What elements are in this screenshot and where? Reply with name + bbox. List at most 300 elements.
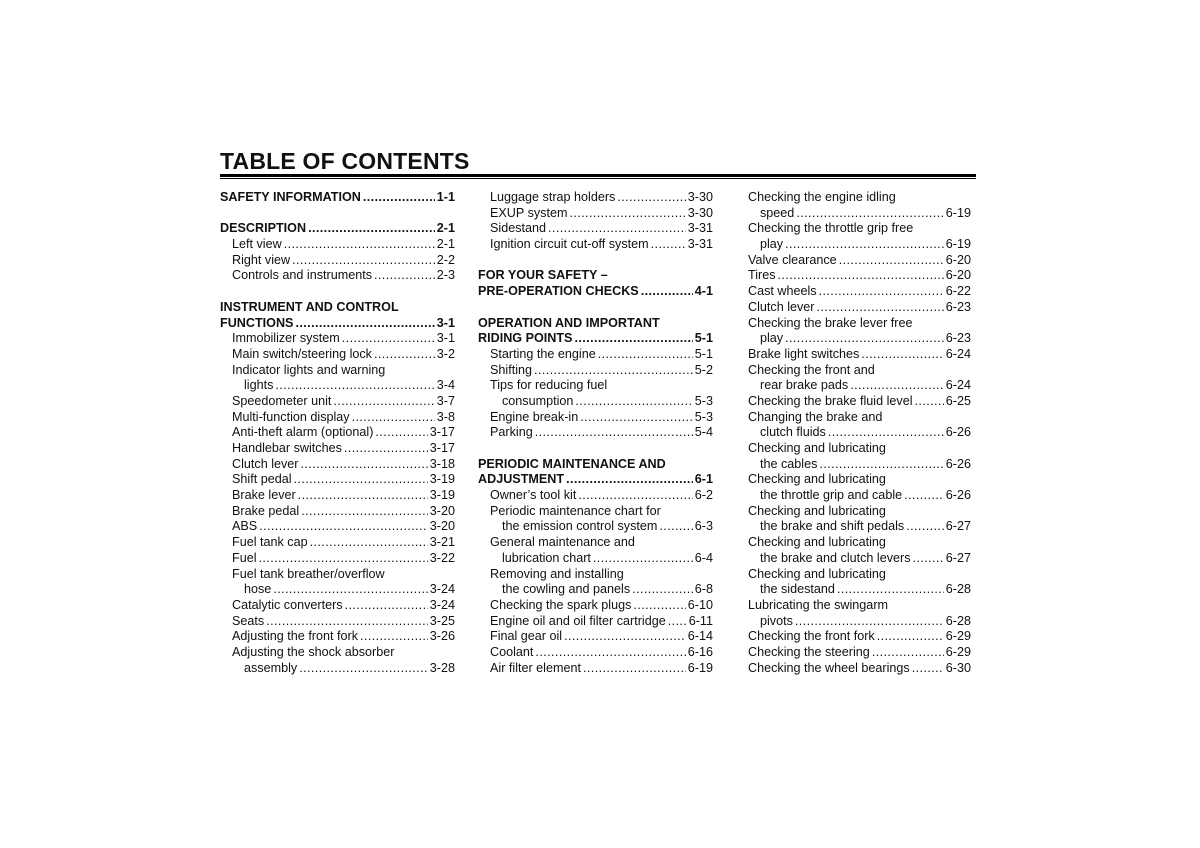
toc-entry-title: the brake and clutch levers	[760, 550, 911, 565]
toc-entry[interactable]	[220, 441, 455, 457]
toc-page-number: 3-2	[436, 346, 455, 361]
toc-entry-title: pivots	[760, 613, 793, 628]
toc-entry	[478, 378, 713, 394]
toc-dot-leader	[633, 598, 685, 614]
toc-entry	[748, 316, 971, 332]
toc-entry-title: Ignition circuit cut-off system	[490, 237, 649, 252]
toc-section-heading	[220, 300, 455, 316]
toc-page-number: 6-4	[694, 550, 713, 565]
title-rule-thick	[220, 174, 976, 177]
toc-page-number: 3-7	[436, 393, 455, 408]
toc-dot-leader	[301, 504, 428, 520]
toc-entry[interactable]	[478, 519, 713, 535]
toc-entry	[220, 567, 455, 583]
toc-dot-leader	[641, 284, 693, 300]
toc-dot-leader	[310, 535, 428, 551]
toc-entry[interactable]	[748, 614, 971, 630]
toc-page-number: 3-19	[429, 488, 455, 503]
toc-entry[interactable]	[220, 268, 455, 284]
toc-dot-leader	[299, 661, 428, 677]
toc-dot-leader	[659, 519, 692, 535]
toc-page-number: 3-30	[687, 190, 713, 204]
toc-entry-title: the brake and shift pedals	[760, 519, 905, 534]
toc-entry[interactable]	[220, 237, 455, 253]
toc-page-number: 6-28	[945, 613, 971, 628]
toc-dot-leader	[904, 488, 944, 504]
toc-entry[interactable]	[220, 519, 455, 535]
toc-entry[interactable]	[748, 645, 971, 661]
toc-entry-title: Brake pedal	[232, 503, 300, 518]
toc-page-number: 3-25	[429, 613, 455, 628]
toc-page-number: 3-20	[429, 519, 455, 534]
toc-entry	[748, 441, 971, 457]
toc-entry-title: RIDING POINTS	[478, 331, 573, 346]
toc-entry[interactable]	[220, 504, 455, 520]
toc-entry[interactable]	[748, 331, 971, 347]
toc-dot-leader	[292, 253, 435, 269]
toc-dot-leader	[912, 661, 944, 677]
toc-entry-title: DESCRIPTION	[220, 221, 307, 236]
toc-entry-title: Seats	[232, 613, 265, 628]
toc-dot-leader	[785, 237, 944, 253]
toc-column-1	[220, 190, 455, 676]
toc-page-number: 6-19	[945, 237, 971, 252]
toc-page-number: 5-3	[694, 393, 713, 408]
toc-entry[interactable]	[478, 237, 713, 253]
toc-entry-title: lights	[244, 378, 274, 393]
toc-dot-leader	[535, 645, 685, 661]
toc-page-number: 3-17	[429, 425, 455, 440]
toc-entry-title: Periodic maintenance chart for	[490, 503, 661, 518]
toc-page-number: 6-27	[945, 519, 971, 534]
toc-entry-title: rear brake pads	[760, 378, 849, 393]
toc-entry[interactable]	[748, 457, 971, 473]
toc-entry[interactable]	[220, 394, 455, 410]
toc-entry-title: clutch fluids	[760, 425, 826, 440]
toc-entry-title: consumption	[502, 393, 574, 408]
toc-entry-title: Shifting	[490, 362, 533, 377]
toc-entry[interactable]	[478, 206, 713, 222]
toc-dot-leader	[906, 519, 944, 535]
toc-page-number: 6-19	[945, 205, 971, 220]
toc-entry-title: Fuel tank cap	[232, 535, 308, 550]
toc-entry	[748, 504, 971, 520]
toc-entry-title: Engine oil and oil filter cartridge	[490, 613, 666, 628]
toc-dot-leader	[915, 394, 944, 410]
toc-entry[interactable]	[220, 488, 455, 504]
toc-entry[interactable]	[478, 582, 713, 598]
toc-page-number: 6-30	[945, 660, 971, 675]
toc-entry[interactable]	[478, 425, 713, 441]
toc-entry-title: Coolant	[490, 644, 534, 659]
toc-entry-title: Checking the steering	[748, 644, 870, 659]
toc-entry[interactable]	[478, 645, 713, 661]
toc-entry-title: FOR YOUR SAFETY –	[478, 268, 608, 283]
toc-spacer	[220, 206, 455, 222]
toc-entry[interactable]	[748, 284, 971, 300]
toc-entry-title: Brake light switches	[748, 346, 860, 361]
toc-dot-leader	[580, 410, 693, 426]
toc-page-number: 6-1	[694, 472, 713, 487]
toc-entry-title: FUNCTIONS	[220, 315, 294, 330]
toc-entry-title: the sidestand	[760, 582, 835, 597]
toc-dot-leader	[535, 425, 693, 441]
toc-entry-title: Cast wheels	[748, 284, 817, 299]
toc-entry-title: Immobilizer system	[232, 331, 340, 346]
toc-page-number: 5-4	[694, 425, 713, 440]
toc-entry-title: Checking and lubricating	[748, 441, 886, 455]
toc-dot-leader	[273, 582, 427, 598]
toc-page-number: 3-24	[429, 582, 455, 597]
toc-entry[interactable]	[220, 535, 455, 551]
toc-entry-title: Clutch lever	[748, 299, 815, 314]
toc-dot-leader	[301, 457, 428, 473]
toc-page-number: 6-14	[687, 629, 713, 644]
toc-section-heading[interactable]	[478, 284, 713, 300]
toc-entry-title: lubrication chart	[502, 550, 591, 565]
toc-dot-leader	[363, 190, 435, 206]
toc-entry-title: play	[760, 331, 784, 346]
toc-entry[interactable]	[748, 425, 971, 441]
toc-dot-leader	[344, 441, 428, 457]
toc-entry-title: the cowling and panels	[502, 582, 631, 597]
toc-page-number: 6-20	[945, 252, 971, 267]
toc-page-number: 3-22	[429, 550, 455, 565]
toc-dot-leader	[795, 614, 944, 630]
toc-page-number: 3-28	[429, 660, 455, 675]
toc-entry[interactable]	[748, 661, 971, 677]
toc-spacer	[478, 300, 713, 316]
toc-dot-leader	[796, 206, 943, 222]
toc-entry-title: Removing and installing	[490, 566, 624, 581]
toc-section-heading	[478, 316, 713, 332]
toc-entry-title: ABS	[232, 519, 258, 534]
toc-entry[interactable]	[748, 582, 971, 598]
toc-entry[interactable]	[748, 253, 971, 269]
toc-entry-title: Checking and lubricating	[748, 503, 886, 518]
toc-entry	[748, 472, 971, 488]
toc-entry-title: Engine break-in	[490, 409, 579, 424]
toc-entry[interactable]	[478, 410, 713, 426]
toc-dot-leader	[785, 331, 944, 347]
toc-entry[interactable]	[478, 551, 713, 567]
toc-entry	[748, 535, 971, 551]
toc-dot-leader	[617, 190, 685, 206]
toc-page-number: 6-23	[945, 331, 971, 346]
toc-dot-leader	[850, 378, 944, 394]
toc-entry[interactable]	[748, 347, 971, 363]
toc-entry-title: speed	[760, 205, 795, 220]
toc-entry-title: Final gear oil	[490, 629, 563, 644]
toc-entry[interactable]	[478, 363, 713, 379]
toc-entry-title: Sidestand	[490, 221, 547, 236]
toc-dot-leader	[583, 661, 686, 677]
toc-page-number: 1-1	[436, 190, 455, 204]
toc-entry-title: Changing the brake and	[748, 409, 883, 424]
toc-dot-leader	[913, 551, 944, 567]
toc-dot-leader	[839, 253, 944, 269]
toc-entry-title: Speedometer unit	[232, 393, 332, 408]
toc-entry-title: Checking the wheel bearings	[748, 660, 910, 675]
toc-page-number: 6-10	[687, 597, 713, 612]
toc-dot-leader	[294, 472, 428, 488]
toc-entry-title: OPERATION AND IMPORTANT	[478, 315, 660, 330]
toc-dot-leader	[374, 347, 435, 363]
toc-entry-title: Handlebar switches	[232, 441, 342, 455]
toc-entry[interactable]	[478, 394, 713, 410]
toc-page-number: 3-20	[429, 503, 455, 518]
toc-entry[interactable]	[748, 551, 971, 567]
toc-page-number: 3-30	[687, 205, 713, 220]
toc-entry[interactable]	[220, 378, 455, 394]
toc-entry[interactable]	[748, 300, 971, 316]
toc-entry-title: Checking the spark plugs	[490, 597, 632, 612]
toc-dot-leader	[374, 268, 435, 284]
toc-page-number: 3-24	[429, 597, 455, 612]
toc-dot-leader	[308, 221, 435, 237]
title-rule-thin	[220, 178, 976, 179]
toc-entry-title: Checking and lubricating	[748, 566, 886, 581]
toc-entry-title: Lubricating the swingarm	[748, 597, 889, 612]
toc-entry-title: Air filter element	[490, 660, 581, 675]
toc-spacer	[478, 253, 713, 269]
toc-section-heading[interactable]	[220, 316, 455, 332]
toc-entry-title: Tips for reducing fuel	[490, 378, 608, 393]
toc-entry-title: Starting the engine	[490, 346, 596, 361]
toc-entry-title: Checking the engine idling	[748, 190, 896, 204]
toc-page-number: 6-11	[688, 613, 713, 628]
toc-entry	[748, 598, 971, 614]
toc-entry[interactable]	[748, 629, 971, 645]
toc-page-number: 2-1	[436, 237, 455, 252]
toc-dot-leader	[817, 300, 944, 316]
toc-section-heading[interactable]	[220, 190, 455, 206]
toc-entry-title: ADJUSTMENT	[478, 472, 565, 487]
toc-entry[interactable]	[478, 190, 713, 206]
toc-dot-leader	[593, 551, 693, 567]
toc-page-number: 5-1	[694, 346, 713, 361]
toc-dot-leader	[578, 488, 692, 504]
toc-section-heading	[478, 268, 713, 284]
toc-dot-leader	[259, 519, 428, 535]
toc-page-number: 6-28	[945, 582, 971, 597]
toc-entry-title: Checking and lubricating	[748, 535, 886, 550]
toc-page-number: 3-17	[429, 441, 455, 455]
toc-entry-title: Clutch lever	[232, 456, 299, 471]
toc-entry-title: Adjusting the front fork	[232, 629, 359, 644]
toc-entry-title: SAFETY INFORMATION	[220, 190, 361, 204]
toc-dot-leader	[819, 457, 943, 473]
toc-page-number: 6-19	[687, 660, 713, 675]
toc-dot-leader	[819, 284, 944, 300]
toc-entry-title: Parking	[490, 425, 533, 440]
toc-entry[interactable]	[478, 661, 713, 677]
toc-section-heading	[478, 457, 713, 473]
toc-dot-leader	[575, 394, 692, 410]
toc-section-heading[interactable]	[478, 331, 713, 347]
toc-page-number: 6-26	[945, 425, 971, 440]
toc-entry	[220, 645, 455, 661]
toc-entry-title: Multi-function display	[232, 409, 350, 424]
toc-entry[interactable]	[220, 472, 455, 488]
toc-dot-leader	[877, 629, 944, 645]
toc-dot-leader	[598, 347, 693, 363]
toc-dot-leader	[668, 614, 687, 630]
toc-entry	[478, 504, 713, 520]
toc-entry[interactable]	[748, 488, 971, 504]
toc-dot-leader	[295, 316, 434, 332]
toc-column-2	[478, 190, 713, 676]
toc-dot-leader	[569, 206, 685, 222]
toc-entry[interactable]	[220, 598, 455, 614]
toc-page-number: 6-29	[945, 644, 971, 659]
toc-entry-title: General maintenance and	[490, 535, 635, 550]
toc-page-number: 2-2	[436, 252, 455, 267]
toc-section-heading[interactable]	[220, 221, 455, 237]
toc-dot-leader	[275, 378, 434, 394]
toc-entry-title: Adjusting the shock absorber	[232, 644, 395, 659]
toc-dot-leader	[574, 331, 692, 347]
toc-entry[interactable]	[220, 253, 455, 269]
toc-entry-title: assembly	[244, 660, 298, 675]
toc-entry[interactable]	[220, 551, 455, 567]
toc-entry[interactable]	[220, 347, 455, 363]
toc-page-number: 6-26	[945, 488, 971, 503]
toc-entry-title: Checking the front and	[748, 362, 875, 377]
toc-page-number: 3-31	[687, 237, 713, 252]
toc-page-number: 3-21	[429, 535, 455, 550]
toc-page-number: 6-16	[687, 644, 713, 659]
toc-entry[interactable]	[220, 661, 455, 677]
toc-page-number: 6-27	[945, 550, 971, 565]
toc-dot-leader	[352, 410, 435, 426]
toc-dot-leader	[564, 629, 686, 645]
toc-entry[interactable]	[220, 331, 455, 347]
toc-dot-leader	[828, 425, 944, 441]
toc-entry[interactable]	[478, 598, 713, 614]
toc-dot-leader	[284, 237, 435, 253]
toc-page-number: 2-1	[436, 221, 455, 236]
toc-dot-leader	[861, 347, 943, 363]
toc-entry[interactable]	[220, 614, 455, 630]
toc-page-number: 3-26	[429, 629, 455, 644]
toc-entry[interactable]	[478, 221, 713, 237]
toc-dot-leader	[534, 363, 693, 379]
toc-dot-leader	[266, 614, 428, 630]
toc-entry[interactable]	[220, 457, 455, 473]
toc-dot-leader	[632, 582, 693, 598]
toc-dot-leader	[837, 582, 944, 598]
toc-entry[interactable]	[220, 582, 455, 598]
toc-entry[interactable]	[748, 519, 971, 535]
toc-entry-title: Indicator lights and warning	[232, 362, 386, 377]
toc-entry[interactable]	[478, 614, 713, 630]
toc-page-number: 6-2	[694, 488, 713, 503]
toc-entry-title: Checking the throttle grip free	[748, 221, 914, 236]
toc-entry[interactable]	[220, 629, 455, 645]
toc-entry-title: the emission control system	[502, 519, 658, 534]
toc-entry[interactable]	[748, 268, 971, 284]
toc-entry[interactable]	[220, 410, 455, 426]
toc-entry-title: PRE-OPERATION CHECKS	[478, 284, 639, 299]
toc-entry-title: Checking the brake lever free	[748, 315, 913, 330]
page-title: TABLE OF CONTENTS	[220, 148, 470, 174]
toc-page-number: 6-26	[945, 456, 971, 471]
toc-entry-title: the cables	[760, 456, 818, 471]
toc-entry[interactable]	[478, 629, 713, 645]
toc-dot-leader	[375, 425, 427, 441]
toc-entry-title: Anti-theft alarm (optional)	[232, 425, 374, 440]
toc-entry-title: EXUP system	[490, 205, 568, 220]
toc-page-number: 6-25	[945, 393, 971, 408]
toc-entry[interactable]	[478, 488, 713, 504]
toc-entry[interactable]	[748, 237, 971, 253]
toc-page-number: 6-23	[945, 299, 971, 314]
toc-entry-title: Luggage strap holders	[490, 190, 616, 204]
toc-spacer	[478, 441, 713, 457]
toc-entry	[748, 410, 971, 426]
toc-entry[interactable]	[478, 347, 713, 363]
toc-entry-title: Main switch/steering lock	[232, 346, 372, 361]
toc-page-number: 4-1	[694, 284, 713, 299]
toc-dot-leader	[259, 551, 428, 567]
toc-entry-title: Owner’s tool kit	[490, 488, 577, 503]
toc-entry	[220, 363, 455, 379]
toc-entry	[748, 567, 971, 583]
toc-page-number: 6-20	[945, 268, 971, 283]
toc-dot-leader	[566, 472, 693, 488]
toc-entry-title: Checking and lubricating	[748, 472, 886, 487]
toc-spacer	[220, 284, 455, 300]
toc-entry-title: Shift pedal	[232, 472, 292, 487]
toc-dot-leader	[360, 629, 428, 645]
toc-entry-title: Fuel tank breather/overflow	[232, 566, 385, 581]
toc-page-number: 6-8	[694, 582, 713, 597]
toc-page-number: 3-19	[429, 472, 455, 487]
toc-entry	[748, 221, 971, 237]
toc-entry	[478, 567, 713, 583]
toc-dot-leader	[345, 598, 428, 614]
toc-page-number: 6-29	[945, 629, 971, 644]
toc-page-number: 5-3	[694, 409, 713, 424]
toc-dot-leader	[778, 268, 944, 284]
toc-entry-title: INSTRUMENT AND CONTROL	[220, 299, 399, 314]
toc-column-3	[748, 190, 971, 676]
toc-entry[interactable]	[748, 378, 971, 394]
toc-page-number: 3-1	[436, 315, 455, 330]
toc-entry-title: Checking the brake fluid level	[748, 393, 913, 408]
toc-entry-title: Fuel	[232, 550, 257, 565]
toc-page-number: 6-24	[945, 346, 971, 361]
toc-entry-title: Tires	[748, 268, 776, 283]
toc-page-number: 5-1	[694, 331, 713, 346]
toc-entry[interactable]	[220, 425, 455, 441]
toc-entry-title: PERIODIC MAINTENANCE AND	[478, 456, 666, 471]
toc-dot-leader	[298, 488, 428, 504]
toc-page-number: 3-8	[436, 409, 455, 424]
toc-entry-title: Catalytic converters	[232, 597, 343, 612]
toc-page-number: 3-31	[687, 221, 713, 236]
toc-section-heading[interactable]	[478, 472, 713, 488]
toc-entry[interactable]	[748, 394, 971, 410]
toc-dot-leader	[651, 237, 686, 253]
toc-entry	[748, 190, 971, 206]
toc-entry-title: the throttle grip and cable	[760, 488, 903, 503]
toc-entry-title: hose	[244, 582, 272, 597]
toc-page-number: 2-3	[436, 268, 455, 283]
toc-entry[interactable]	[748, 206, 971, 222]
toc-dot-leader	[872, 645, 944, 661]
